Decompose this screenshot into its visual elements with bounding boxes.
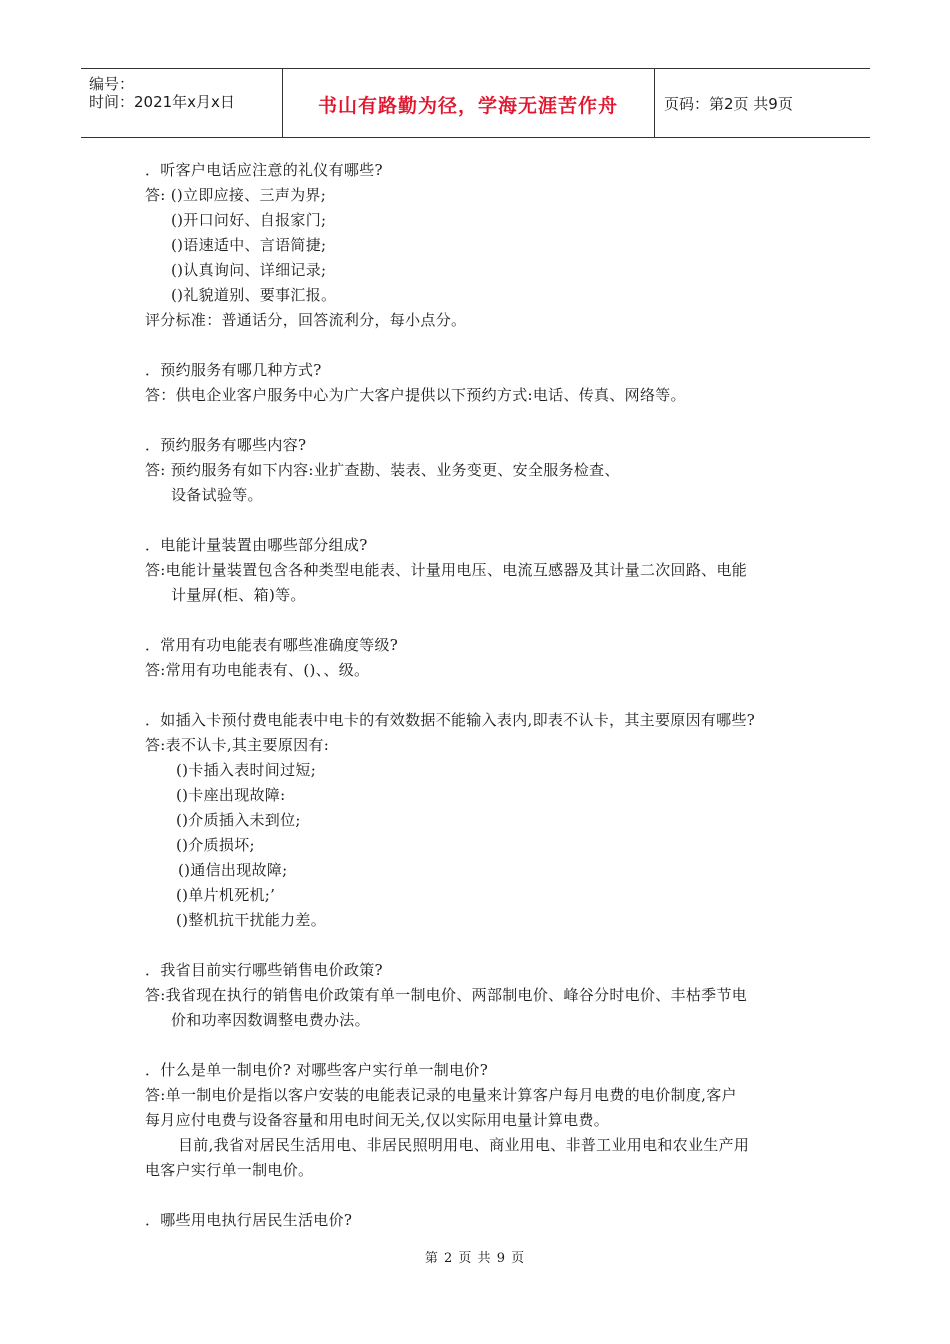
answer-line: ()介质插入未到位; (176, 811, 301, 829)
answer-line: ()通信出现故障; (178, 861, 288, 879)
answer-line: ()认真询问、详细记录; (171, 261, 327, 279)
page-code: 页码：第2页 共9页 (664, 95, 793, 113)
answer-line: 目前,我省对居民生活用电、非居民照明用电、商业用电、非普工业用电和农业生产用 (178, 1136, 750, 1154)
answer-line: 计量屏(柜、箱)等。 (171, 586, 306, 604)
answer-line: ()整机抗干扰能力差。 (176, 911, 327, 929)
document-header (81, 68, 870, 138)
number-label: 编号： (89, 75, 135, 93)
date-label: 时间：2021年x月x日 (89, 93, 235, 111)
answer-line: 答:常用有功电能表有、()、、级。 (145, 661, 370, 679)
answer-line: 设备试验等。 (171, 486, 263, 504)
answer-line: 答:我省现在执行的销售电价政策有单一制电价、两部制电价、峰谷分时电价、丰枯季节电 (145, 986, 748, 1004)
answer-line: ()单片机死机;’ (176, 886, 276, 904)
question-line: ．哪些用电执行居民生活电价? (145, 1211, 353, 1229)
answer-line: 价和功率因数调整电费办法。 (171, 1011, 370, 1029)
answer-line: 答:表不认卡,其主要原因有: (145, 736, 330, 754)
question-line: ．预约服务有哪几种方式? (145, 361, 322, 379)
answer-line: 电客户实行单一制电价。 (145, 1161, 314, 1179)
header-info-cell (81, 69, 283, 137)
answer-line: ()礼貌道别、要事汇报。 (171, 286, 337, 304)
question-line: ．什么是单一制电价? 对哪些客户实行单一制电价? (145, 1061, 489, 1079)
question-line: ．常用有功电能表有哪些准确度等级? (145, 636, 399, 654)
scoring-line: 评分标准：普通话分，回答流利分，每小点分。 (145, 311, 467, 329)
question-line: ．我省目前实行哪些销售电价政策? (145, 961, 383, 979)
answer-line: ()卡座出现故障: (176, 786, 286, 804)
answer-line: 每月应付电费与设备容量和用电时间无关,仅以实际用电量计算电费。 (145, 1111, 610, 1129)
header-motto-cell (282, 69, 655, 137)
answer-line: 答:单一制电价是指以客户安装的电能表记录的电量来计算客户每月电费的电价制度,客户 (145, 1086, 737, 1104)
answer-line: ()开口问好、自报家门; (171, 211, 327, 229)
question-line: ．电能计量装置由哪些部分组成? (145, 536, 368, 554)
answer-line: ()卡插入表时间过短; (176, 761, 317, 779)
page-footer: 第 2 页 共 9 页 (424, 1251, 526, 1266)
answer-line: ()语速适中、言语简捷; (171, 236, 327, 254)
answer-line: 答: 预约服务有如下内容:业扩查勘、装表、业务变更、安全服务检查、 (145, 461, 620, 479)
answer-line: 答: ()立即应接、三声为界; (145, 186, 327, 204)
header-page-cell (654, 69, 870, 137)
question-line: ．预约服务有哪些内容? (145, 436, 307, 454)
motto: 书山有路勤为径，学海无涯苦作舟 (317, 95, 618, 117)
answer-line: 答：供电企业客户服务中心为广大客户提供以下预约方式:电话、传真、网络等。 (145, 386, 686, 404)
answer-line: ()介质损坏; (176, 836, 255, 854)
answer-line: 答:电能计量装置包含各种类型电能表、计量用电压、电流互感器及其计量二次回路、电能 (145, 561, 748, 579)
question-line: ．如插入卡预付费电能表中电卡的有效数据不能输入表内,即表不认卡，其主要原因有哪些? (145, 711, 756, 729)
question-line: ．听客户电话应注意的礼仪有哪些? (145, 161, 383, 179)
